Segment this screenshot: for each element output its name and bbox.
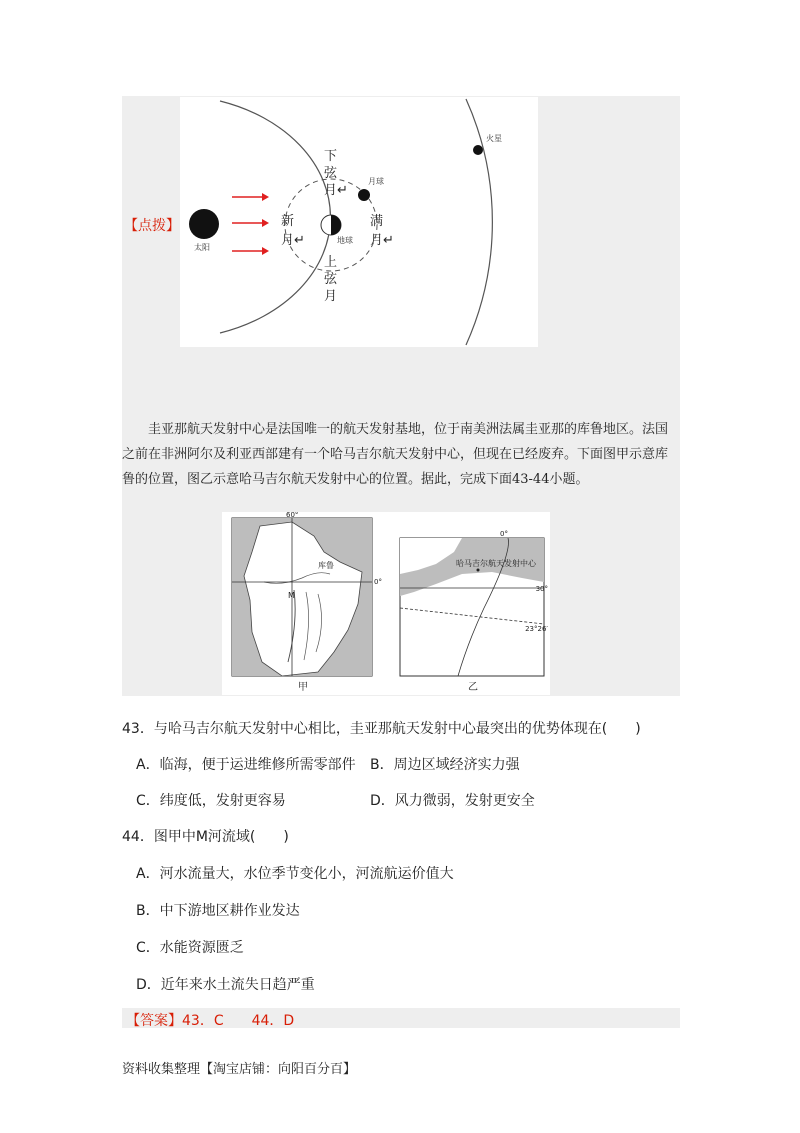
- answer-label: 【答案】: [126, 1013, 182, 1029]
- map-a-lon-label: 60°: [286, 512, 299, 519]
- phase-last-quarter-3: 月↵: [324, 183, 348, 198]
- phase-first-quarter-2: 弦: [324, 272, 338, 287]
- map-b-caption: 乙: [468, 682, 478, 693]
- map-a-caption: 甲: [298, 682, 308, 693]
- intro-paragraph: 圭亚那航天发射中心是法国唯一的航天发射基地，位于南美洲法属圭亚那的库鲁地区。法国之前在非洲阿尔及利亚西部建有一个哈马吉尔航天发射中心，但现在已经废弃。下面图甲示意库鲁的位置，图乙示意哈马吉尔航天发射中心的位置。据此，完成下面43-44小题。: [122, 422, 669, 487]
- phase-last-quarter-1: 下: [324, 149, 338, 164]
- moon-body: [358, 189, 370, 201]
- map-a-kourou-label: 库鲁: [318, 561, 334, 570]
- phase-last-quarter-2: 弦: [324, 166, 338, 181]
- q44-stem: 44．图甲中M河流域( ): [122, 829, 289, 845]
- mars-label: 火星: [486, 134, 502, 143]
- moon-label: 月球: [368, 177, 384, 186]
- q44-option-b: B．中下游地区耕作业发达: [136, 903, 300, 919]
- map-b-tropic-label: 23°26′: [525, 625, 548, 633]
- mars-body: [473, 145, 483, 155]
- phase-full-moon-1: 满: [370, 214, 384, 229]
- earth-orbit: [220, 101, 330, 333]
- map-b-site-label: 哈马吉尔航天发射中心: [456, 559, 536, 568]
- map-b-lat30-label: 30°: [535, 585, 548, 593]
- map-a-river-label: M: [288, 591, 295, 600]
- q43-option-d: D．风力微弱，发射更安全: [370, 793, 535, 809]
- answer-text: 43．C 44．D: [182, 1013, 295, 1029]
- phase-new-moon-1: 新: [281, 214, 295, 229]
- map-b-site-dot: [477, 569, 480, 572]
- moon-phase-svg: [180, 97, 538, 347]
- q44-option-c: C．水能资源匮乏: [136, 940, 244, 956]
- phase-first-quarter-3: 月: [324, 289, 338, 304]
- earth-label: 地球: [337, 236, 353, 245]
- earth-dark-side: [331, 215, 341, 235]
- q43-option-c: C．纬度低，发射更容易: [136, 793, 286, 809]
- map-b-lon-label: 0°: [500, 530, 508, 538]
- phase-full-moon-2: 月↵: [370, 233, 394, 248]
- sunlight-arrows: [232, 193, 269, 255]
- sun-body: [189, 209, 219, 239]
- moon-phase-diagram: [180, 97, 538, 347]
- q44-option-a: A．河水流量大，水位季节变化小，河流航运价值大: [136, 866, 454, 882]
- answer-line: [126, 1010, 294, 1030]
- q44-option-d: D．近年来水土流失日趋严重: [136, 977, 315, 993]
- maps-figure: [222, 512, 550, 695]
- sun-label: 太阳: [194, 243, 210, 252]
- q43-stem: 43．与哈马吉尔航天发射中心相比，圭亚那航天发射中心最突出的优势体现在( ): [122, 721, 641, 737]
- phase-first-quarter-1: 上: [324, 255, 338, 270]
- maps-svg: [222, 512, 550, 695]
- tip-label: 【点拨】: [124, 218, 180, 234]
- map-a-eq-label: 0°: [374, 578, 382, 586]
- q43-option-b: B．周边区域经济实力强: [370, 757, 520, 773]
- phase-new-moon-2: 月↵: [281, 233, 305, 248]
- footer-text: 资料收集整理【淘宝店铺：向阳百分百】: [122, 1062, 357, 1077]
- q43-option-a: A．临海，便于运进维修所需零部件: [136, 757, 356, 773]
